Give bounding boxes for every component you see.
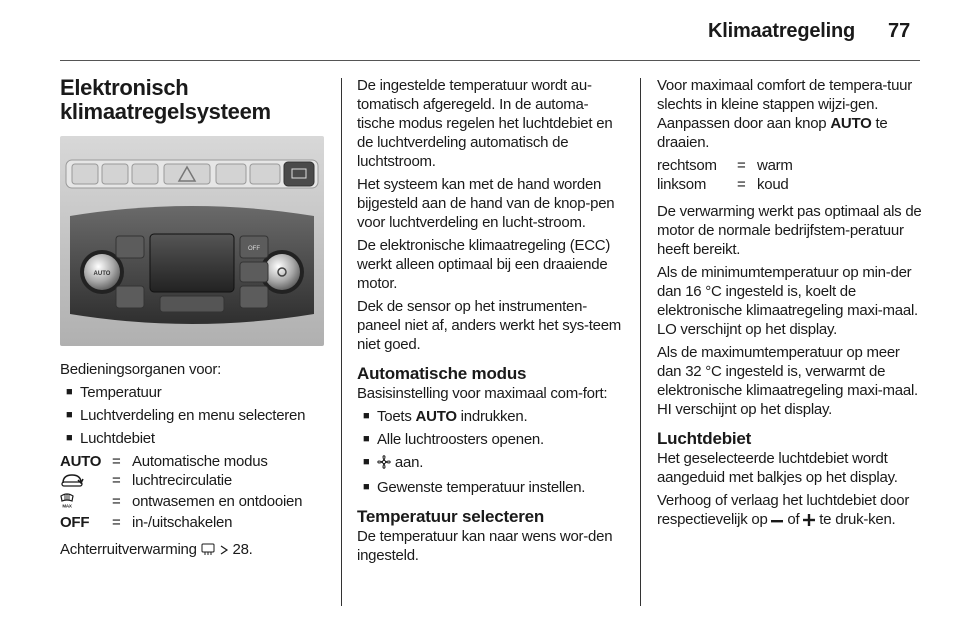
table-row: linksom = koud [657, 176, 789, 193]
auto-knob-label: AUTO [93, 271, 111, 277]
rear-defrost-icon [201, 542, 215, 561]
svg-text:MAX: MAX [62, 503, 72, 508]
list-item: ■ Luchtverdeling en menu selecteren [66, 406, 326, 425]
table-row: rechtsom = warm [657, 157, 793, 174]
climate-control-panel-photo [60, 136, 324, 346]
paragraph: Als de minimumtemperatuur op min-der dan 16 °C ingesteld is, koelt de elektronische klimaatregeling maxi-maal. LO verschijnt op het display. [657, 264, 918, 338]
legend-key: AUTO [60, 453, 102, 470]
list-item: ■ Alle luchtroosters openen. [363, 430, 623, 449]
column-3 [657, 76, 923, 535]
controls-list [60, 383, 326, 448]
column-1 [60, 76, 326, 565]
legend-key: OFF [60, 514, 90, 531]
recirculation-icon [60, 473, 84, 492]
paragraph: Voor maximaal comfort de tempera-tuur slechts in kleine stappen wijzi-gen. Aanpassen door aan knop AUTO te draaien. [657, 77, 913, 151]
paragraph: Basisinstelling voor maximaal com-fort: [357, 385, 608, 402]
page-reference-arrow-icon [219, 542, 229, 561]
list-item: ■ Luchtdebiet [66, 429, 326, 448]
table-row: OFF = in-/uitschakelen [60, 513, 302, 532]
legend-value: Automatische modus [132, 453, 268, 470]
page-header-title: Klimaatregeling [708, 20, 856, 42]
paragraph: Als de maximumtemperatuur op meer dan 32 °C ingesteld is, verwarmt de elektronische klimaatregeling maxi-maal. HI verschijnt op het display. [657, 344, 918, 418]
table-row: MAX = ontwasemen en ontdooien [60, 492, 302, 513]
list-item: ■ Toets AUTO indrukken. [363, 407, 623, 426]
paragraph: Verhoog of verlaag het luchtdebiet door respectievelijk op of te druk-ken. [657, 491, 923, 531]
legend-value: in-/uitschakelen [132, 514, 233, 531]
defrost-max-icon [60, 492, 74, 513]
rear-window-reference: Achterruitverwarming 28. [60, 540, 326, 561]
plus-icon [803, 512, 815, 531]
header-divider [60, 60, 920, 61]
paragraph: De temperatuur kan naar wens wor-den ingesteld. [357, 528, 613, 564]
paragraph: Het systeem kan met de hand worden bijgesteld aan de hand van de knop-pen voor luchtverdeling en lucht-stroom. [357, 176, 615, 231]
section-heading-auto-mode: Automatische modus [357, 364, 527, 383]
fan-icon [377, 455, 391, 474]
legend-value: ontwasemen en ontdooien [132, 493, 303, 510]
column-divider-1 [341, 78, 342, 606]
paragraph: Het geselecteerde luchtdebiet wordt aangeduid met balkjes op het display. [657, 450, 898, 486]
table-row: = luchtrecirculatie [60, 471, 302, 492]
list-item: ■ Temperatuur [66, 383, 326, 402]
button-legend-table [60, 452, 302, 532]
column-divider-2 [640, 78, 641, 606]
direction-table [657, 156, 793, 194]
paragraph: De ingestelde temperatuur wordt au-tomatisch afgeregeld. In de automa-tische modus regelen het luchtdebiet en de luchtverdeling automatisch de luchtstroom. [357, 77, 613, 170]
section-heading-ecc: Elektronisch klimaatregelsysteem [60, 75, 271, 124]
paragraph: De elektronische klimaatregeling (ECC) werkt alleen optimaal bij een draaiende motor. [357, 237, 611, 292]
column-2 [357, 76, 623, 569]
minus-icon [771, 512, 783, 531]
section-heading-fan: Luchtdebiet [657, 429, 752, 448]
table-row: AUTO = Automatische modus [60, 452, 302, 471]
auto-steps-list [357, 407, 623, 497]
off-button-label: OFF [248, 246, 260, 252]
paragraph: De verwarming werkt pas optimaal als de motor de normale bedrijfstem-peratuur heeft bereikt. [657, 203, 922, 258]
list-item: ■ Gewenste temperatuur instellen. [363, 478, 623, 497]
section-heading-temperature: Temperatuur selecteren [357, 507, 545, 526]
paragraph: Dek de sensor op het instrumenten-paneel niet af, anders werkt het sys-teem niet goed. [357, 298, 622, 353]
page-number: 77 [888, 20, 911, 42]
legend-value: luchtrecirculatie [132, 472, 232, 489]
controls-intro: Bedieningsorganen voor: [60, 361, 222, 378]
list-item: ■ aan. [363, 453, 623, 474]
